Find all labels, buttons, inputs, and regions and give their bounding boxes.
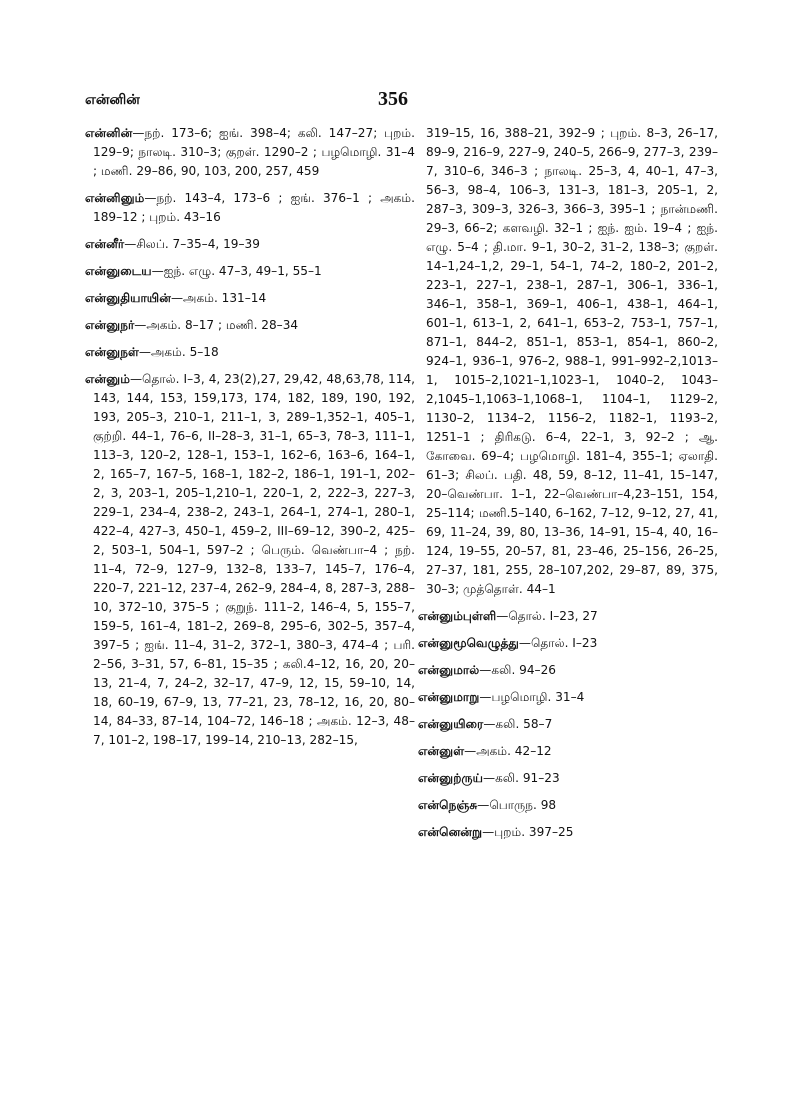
entry-dash: — (138, 345, 151, 359)
index-entry (418, 742, 718, 761)
entry-references: தொல். I–23 (530, 636, 598, 650)
entry-dash: — (483, 771, 496, 785)
entry-references: பொருந. 98 (489, 798, 557, 812)
entry-dash: — (518, 636, 531, 650)
entry-references: நற். 143–4, 173–6 ; ஐங். 376–1 ; அகம். 189–12 ; புறம். 43–16 (93, 191, 415, 224)
running-head-word: என்னின் (85, 92, 140, 108)
entry-headword: என்னுதியாயின் (85, 291, 171, 305)
entry-references: ஐந். எழு. 47–3, 49–1, 55–1 (163, 264, 322, 278)
index-entry (418, 634, 718, 653)
entry-headword: என்னுமால் (418, 663, 480, 677)
entry-references: அகம். 5–18 (150, 345, 219, 359)
index-entry (85, 289, 415, 308)
entry-headword: என்னீர் (85, 237, 125, 251)
entry-dash: — (144, 191, 157, 205)
entry-references: அகம். 131–14 (183, 291, 267, 305)
entry-dash: — (496, 609, 509, 623)
entry-dash: — (483, 717, 496, 731)
entry-headword: என்னும்புள்ளி (418, 609, 497, 623)
entry-headword: என்னுயிரை (418, 717, 484, 731)
right-column-continuation: 319–15, 16, 388–21, 392–9 ; புறம். 8–3, 26–17, 89–9, 216–9, 227–9, 240–5, 266–9, 277–3, 239–7, 310–6, 346–3 ; நாலடி. 25–3, 4, 40–1, 47–3, 56–3, 98–4, 106–3, 131–3, 181–3, 205–1, 2, 287–3, 309–3, 326–3, 366–3, 395–1 ; நான்மணி. 29–3, 66–2; களவழி. 32–1 ; ஐந். ஐம். 19–4 ; ஐந். எழு. 5–4 ; தி.மா. 9–1, 30–2, 31–2, 138–3; குறள். 14–1,24–1,2, 29–1, 54–1, 74–2, 180–2, 201–2, 223–1, 227–1, 238–1, 287–1, 306–1, 336–1, 346–1, 358–1, 369–1, 406–1, 438–1, 464–1, 601–1, 613–1, 2, 641–1, 653–2, 753–1, 757–1, 871–1, 844–2, 851–1, 853–1, 854–1, 860–2, 924–1, 936–1, 976–2, 988–1, 991–992–2,1013–1, 1015–2,1021–1,1023–1, 1040–2, 1043–2,1045–1,1063–1,1068–1, 1104–1, 1129–2, 1130–2, 1134–2, 1156–2, 1182–1, 1193–2, 1251–1 ; திரிகடு. 6–4, 22–1, 3, 92–2 ; ஆ. கோவை. 69–4; பழமொழி. 181–4, 355–1; ஏலாதி. 61–3; சிலப். பதி. 48, 59, 8–12, 11–41, 15–147, 20–வெண்பா. 1–1, 22–வெண்பா–4,23–151, 154, 25–114; மணி.5–140, 6–162, 7–12, 9–12, 27, 41, 69, 11–24, 39, 80, 13–36, 14–91, 15–4, 40, 16–124, 19–55, 20–57, 81, 23–46, 25–156, 26–25, 27–37, 181, 255, 28–107,202, 29–87, 89, 375, 30–3; முத்தொள். 44–1 (426, 126, 718, 596)
entry-references: கலி. 94–26 (491, 663, 556, 677)
entry-headword: என்நெஞ்சு (418, 798, 478, 812)
index-entry (418, 661, 718, 680)
index-entry (418, 796, 718, 815)
entry-headword: என்னுற்ருய் (418, 771, 484, 785)
entry-dash: — (464, 744, 477, 758)
entry-headword: என்னுநள் (85, 345, 139, 359)
entry-dash: — (477, 798, 490, 812)
entry-headword: என்னுள் (418, 744, 465, 758)
entry-dash: — (129, 372, 143, 386)
entry-headword: என்னினும் (85, 191, 145, 205)
entry-dash: — (151, 264, 164, 278)
index-entry (418, 715, 718, 734)
index-entry (418, 769, 718, 788)
entry-references: தொல். I–23, 27 (508, 609, 598, 623)
index-entry (85, 262, 415, 281)
entry-headword: என்னுநர் (85, 318, 135, 332)
index-entry (85, 189, 415, 227)
index-entry (418, 688, 718, 707)
index-entry (85, 370, 415, 750)
index-entry (85, 343, 415, 362)
entry-dash: — (479, 663, 492, 677)
entry-references: நற். 173–6; ஐங். 398–4; கலி. 147–27; புறம். 129–9; நாலடி. 310–3; குறள். 1290–2 ; பழமொழி. 31–4 ; மணி. 29–86, 90, 103, 200, 257, 459 (93, 126, 415, 178)
entry-dash: — (479, 690, 492, 704)
entry-headword: என்னுமாறு (418, 690, 480, 704)
entry-headword: என்னுமூவெழுத்து (418, 636, 519, 650)
entry-references: கலி. 91–23 (495, 771, 560, 785)
entry-headword: என்னும் (85, 372, 130, 386)
entry-references: அகம். 42–12 (476, 744, 552, 758)
right-column (418, 124, 718, 850)
entry-dash: — (134, 318, 147, 332)
entry-dash: — (132, 126, 145, 140)
entry-references: புறம். 397–25 (494, 825, 574, 839)
entry-references: தொல். I–3, 4, 23(2),27, 29,42, 48,63,78, 114, 143, 144, 153, 159,173, 174, 182, 189, 190, 192, 193, 205–3, 210–1, 211–1, 3, 289–1,352–1, 405–1, குற்றி. 44–1, 76–6, II–28–3, 31–1, 65–3, 78–3, 111–1, 113–3, 120–2, 128–1, 153–1, 162–6, 163–6, 164–1, 2, 165–7, 167–5, 168–1, 182–2, 186–1, 191–1, 202–2, 3, 203–1, 205–1,210–1, 220–1, 2, 222–3, 227–3, 229–1, 234–4, 238–2, 243–1, 264–1, 274–1, 280–1, 422–4, 427–3, 450–1, 459–2, III–69–12, 390–2, 425–2, 503–1, 504–1, 597–2 ; பெரும். வெண்பா–4 ; நற். 11–4, 72–9, 127–9, 132–8, 133–7, 145–7, 176–4, 220–7, 221–12, 237–4, 262–9, 284–4, 8, 287–3, 288–10, 372–10, 375–5 ; குறுந். 111–2, 146–4, 5, 155–7, 159–5, 161–4, 181–2, 269–8, 295–6, 302–5, 357–4, 397–5 ; ஐங். 11–4, 31–2, 372–1, 380–3, 474–4 ; பரி. 2–56, 3–31, 57, 6–81, 15–35 ; கலி.4–12, 16, 20, 20–13, 21–4, 7, 24–2, 32–17, 47–9, 12, 15, 59–10, 14, 18, 60–19, 67–9, 13, 77–21, 23, 78–12, 16, 20, 80–14, 84–33, 87–14, 104–72, 146–18 ; அகம். 12–3, 48–7, 101–2, 198–17, 199–14, 210–13, 282–15, (93, 372, 415, 747)
page-number: 356 (378, 88, 408, 110)
right-column-entries (418, 607, 718, 842)
entry-references: பழமொழி. 31–4 (491, 690, 585, 704)
entry-references: அகம். 8–17 ; மணி. 28–34 (146, 318, 299, 332)
index-entry (85, 124, 415, 181)
entry-headword: என்னின் (85, 126, 133, 140)
index-entry (418, 607, 718, 626)
entry-headword: என்னுடைய (85, 264, 152, 278)
index-entry (85, 316, 415, 335)
index-entry (418, 823, 718, 842)
entry-dash: — (124, 237, 137, 251)
entry-dash: — (170, 291, 184, 305)
entry-dash: — (482, 825, 495, 839)
entry-headword: என்னென்று (418, 825, 483, 839)
index-entry (85, 235, 415, 254)
entry-references: சிலப். 7–35–4, 19–39 (136, 237, 260, 251)
entry-references: கலி. 58–7 (495, 717, 553, 731)
left-column (85, 124, 415, 758)
